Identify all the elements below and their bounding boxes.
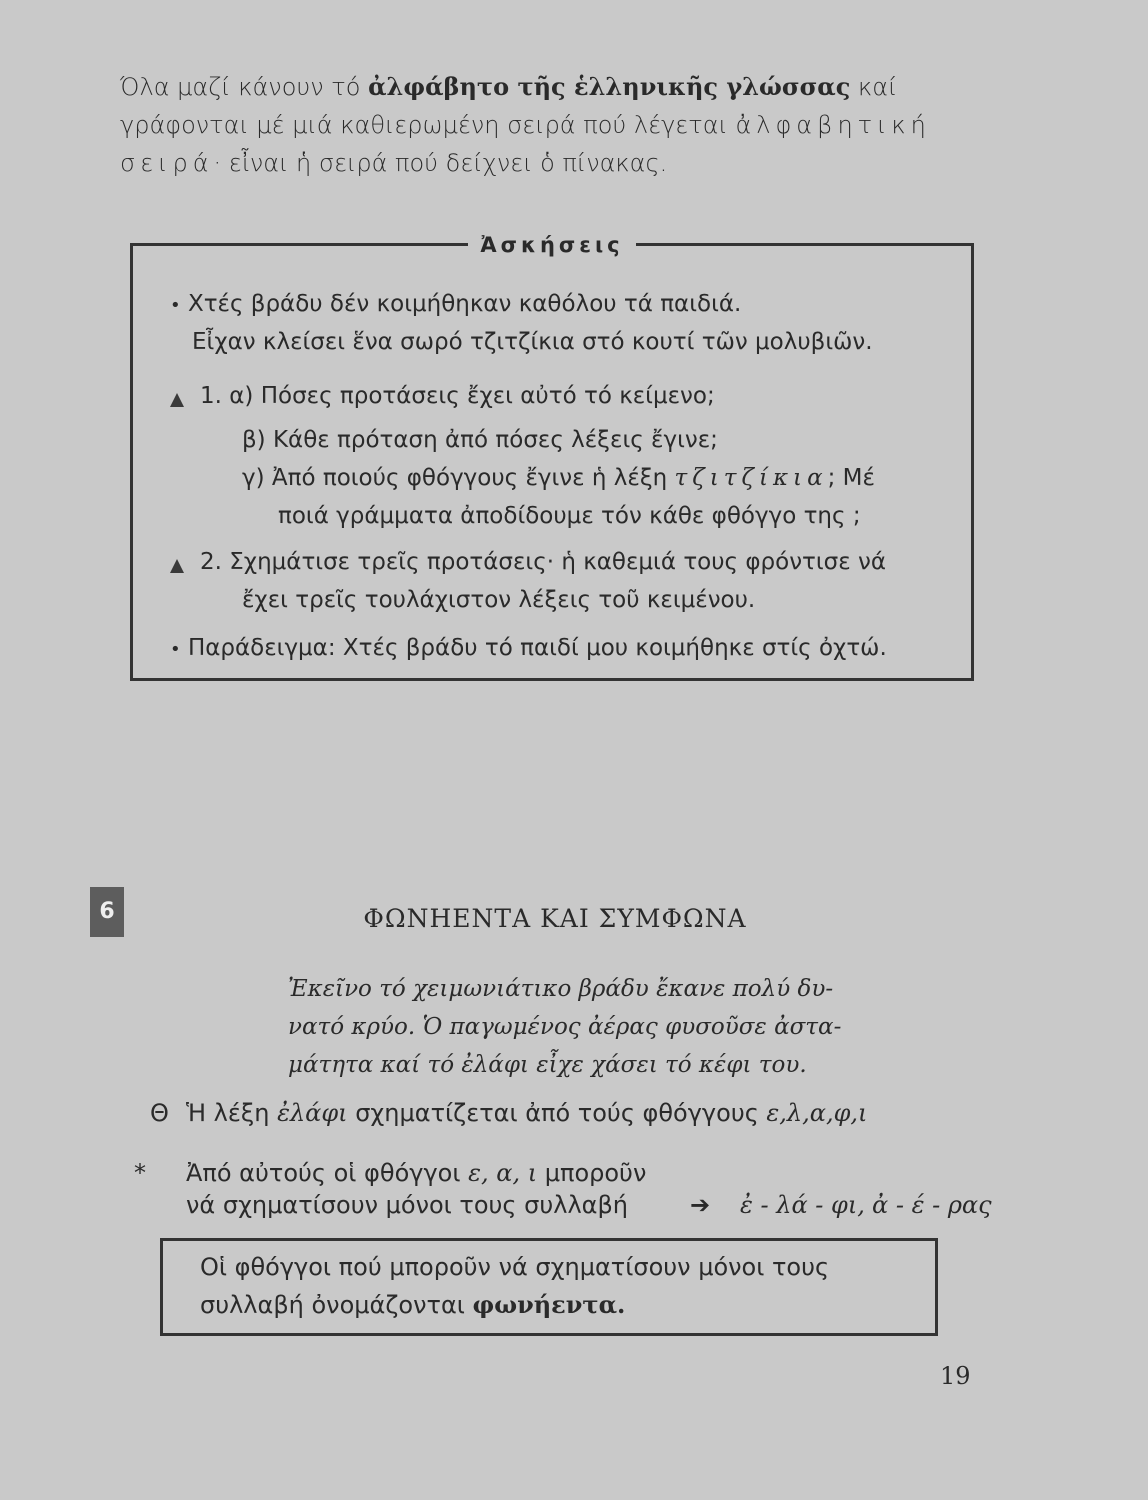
intro-emphasis: ἀλφάβητο τῆς ἑλληνικῆς γλώσσας [368, 72, 851, 101]
question-word: τζιτζίκια [674, 465, 828, 491]
definition-line [200, 1286, 920, 1324]
question-number: 2. [200, 549, 222, 575]
exercise-text: Χτές βράδυ δέν κοιμήθηκαν καθόλου τά παιδιά. [187, 291, 742, 317]
note-text: νά σχηματίσουν μόνοι τους συλλαβή [186, 1191, 628, 1219]
star-icon: * [134, 1159, 146, 1187]
page-number: 19 [940, 1362, 971, 1390]
story-paragraph [288, 970, 848, 1084]
question-2 [200, 546, 886, 578]
question-1a [200, 380, 715, 412]
note-text: Ἀπό αὐτούς οἱ φθόγγοι [186, 1159, 469, 1187]
question-text: β) Κάθε πρόταση ἀπό πόσες λέξεις ἔγινε; [242, 427, 718, 453]
question-text: α) Πόσες προτάσεις ἔχει αὐτό τό κείμενο; [229, 383, 715, 409]
note-2 [186, 1156, 646, 1190]
question-number: 1. [200, 383, 222, 409]
section-number-badge: 6 [90, 887, 124, 937]
syllable-example: ἐ - λά - φι, [740, 1191, 865, 1219]
bullet-icon: • [170, 295, 181, 316]
question-text: γ) Ἀπό ποιούς φθόγγους ἔγινε ἡ λέξη [242, 465, 675, 491]
story-line: νατό κρύο. Ὁ παγωμένος ἀέρας φυσοῦσε ἀστα- [288, 1014, 842, 1040]
bullet-icon: • [170, 639, 181, 660]
definition-text [200, 1248, 920, 1324]
theta-icon: Θ [150, 1099, 169, 1127]
definition-line: Οἱ φθόγγοι πού μποροῦν νά σχηματίσουν μόνοι τους [200, 1253, 830, 1281]
question-text: ποιά γράμματα ἀποδίδουμε τόν κάθε φθόγγο της ; [278, 503, 861, 529]
story-line: Ἐκεῖνο τό χειμωνιάτικο βράδυ ἔκανε πολύ δυ- [288, 976, 834, 1002]
note-letters: ε, α, ι [468, 1159, 538, 1187]
triangle-icon [170, 392, 184, 411]
section-title: ΦΩΝΗΕΝΤΑ ΚΑΙ ΣΥΜΦΩΝΑ [363, 904, 747, 933]
question-text: ; Μέ [827, 465, 875, 491]
intro-text: Όλα μαζί κάνουν τό [120, 73, 369, 101]
intro-text: · εἶναι ἡ σειρά πού δείχνει ὁ πίνακας. [213, 149, 668, 177]
example-line [170, 632, 887, 666]
intro-spaced-term: σειρά [120, 149, 214, 177]
arrow-icon: ➔ [690, 1191, 711, 1219]
exercises-title-wrap [130, 232, 974, 258]
intro-paragraph [120, 68, 980, 182]
question-2-continued [242, 584, 755, 616]
note-text: σχηματίζεται ἀπό τούς φθόγγους [347, 1099, 767, 1127]
note-text: Ἡ λέξη [186, 1099, 278, 1127]
intro-spaced-term: ἀλφαβητική [735, 111, 931, 139]
note-word: ἐλάφι [277, 1099, 348, 1127]
question-1c-continued [278, 500, 861, 532]
exercise-text-line [170, 288, 741, 322]
definition-term: φωνήεντα. [472, 1290, 626, 1319]
intro-text: καί [850, 73, 898, 101]
note-letters: ε,λ,α,φ,ι [766, 1099, 868, 1127]
story-line: μάτητα καί τό ἐλάφι εἶχε χάσει τό κέφι του. [288, 1052, 807, 1078]
exercise-text-line [192, 326, 873, 358]
example-text: Παράδειγμα: Χτές βράδυ τό παιδί μου κοιμήθηκε στίς ὀχτώ. [187, 635, 887, 661]
exercises-title: Ἀσκήσεις [468, 232, 635, 258]
note-text: μποροῦν [537, 1159, 647, 1187]
question-text: ἔχει τρεῖς τουλάχιστον λέξεις τοῦ κειμένου. [242, 587, 756, 613]
question-1c [242, 462, 875, 494]
note-1 [186, 1096, 867, 1130]
question-text: Σχημάτισε τρεῖς προτάσεις· ἡ καθεμιά τους φρόντισε νά [229, 549, 887, 575]
intro-text: γράφονται μέ μιά καθιερωμένη σειρά πού λέγεται [120, 111, 736, 139]
triangle-icon [170, 558, 184, 577]
definition-text-part: συλλαβή ὀνομάζονται [200, 1291, 473, 1319]
question-1b [242, 424, 718, 456]
syllable-example: ἀ - έ - ρας [872, 1191, 992, 1219]
note-2-continued [186, 1188, 628, 1222]
exercise-text: Εἶχαν κλείσει ἕνα σωρό τζιτζίκια στό κουτί τῶν μολυβιῶν. [192, 329, 873, 355]
